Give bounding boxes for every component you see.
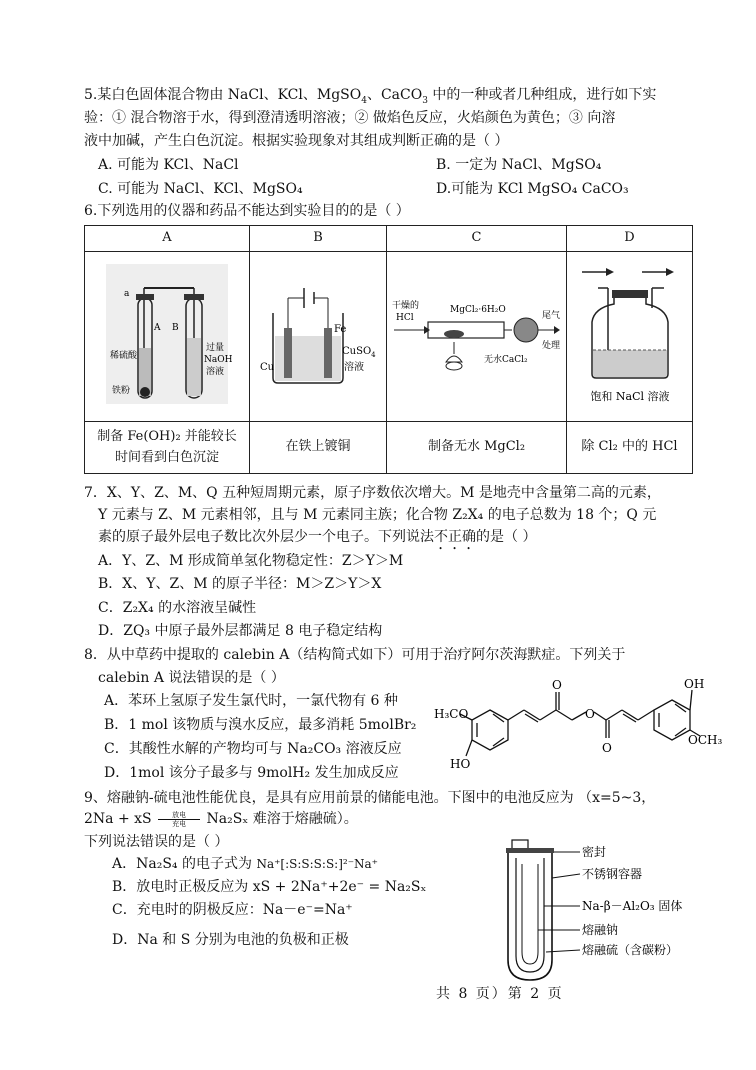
apparatus-a-diagram: [102, 258, 232, 408]
q9-option-d: D．Na 和 S 分别为电池的负极和正极: [112, 932, 349, 948]
q9-option-b: B．放电时正极反应为 xS + 2Na⁺+2e⁻ = Na₂Sₓ: [112, 879, 427, 895]
q5-line2: 验：① 混合物溶于水，得到澄清透明溶液；② 做焰色反应，火焰颜色为黄色；③ 向溶: [84, 110, 616, 126]
table-header-d: D: [567, 226, 693, 252]
label-oh: OH: [684, 677, 705, 691]
label-sat-nacl: 饱和 NaCl 溶液: [589, 390, 670, 404]
label-beta-alumina: Na-β－Al₂O₃ 固体: [582, 899, 683, 913]
apparatus-d-cell: [567, 252, 693, 422]
page-footer: 共 8 页）第 2 页: [436, 986, 564, 1002]
q8-option-d: D．1mol 该分子最多与 9molH₂ 发生加成反应: [104, 765, 399, 781]
label-acid: 稀硫酸: [110, 351, 138, 362]
apparatus-c-diagram: [388, 258, 566, 408]
label-naoh-1: 过量: [206, 343, 225, 354]
label-ester-o: O: [585, 707, 595, 721]
q7-option-c: C．Z₂X₄ 的水溶液呈碱性: [98, 600, 257, 616]
label-cacl2: 无水CaCl₂: [483, 355, 528, 366]
label-steel-container: 不锈钢容器: [582, 867, 643, 881]
label-seal: 密封: [582, 845, 607, 859]
q5-line3: 液中加碱，产生白色沉淀。根据实验现象对其组成判断正确的是（ ）: [84, 133, 509, 149]
label-molten-s: 熔融硫（含碳粉）: [582, 943, 679, 957]
q6-stem: 6.下列选用的仪器和药品不能达到实验目的的是（ ）: [84, 203, 410, 219]
q7-line1: 7．X、Y、Z、M、Q 五种短周期元素，原子序数依次增大。M 是地壳中含量第二高的元素，: [84, 485, 661, 501]
q5-line1: 5.某白色固体混合物由 NaCl、KCl、MgSO$_4$、CaCO$_3$ 中的一种或者几种组成，进行如下实: [84, 87, 657, 106]
label-tail-1: 尾气: [541, 311, 560, 322]
label-cuso4: CuSO$_4$: [342, 346, 376, 360]
label-iron: 铁粉: [112, 386, 131, 397]
q7-line2: Y 元素与 Z、M 元素相邻，且与 M 元素同主族；化合物 Z₂X₄ 的电子总数为 18 个；Q 元: [98, 507, 657, 523]
label-carbonyl-o: O: [552, 678, 562, 692]
apparatus-d-diagram: [568, 258, 692, 408]
label-fe: Fe: [334, 324, 347, 336]
label-tube-a: A: [154, 323, 161, 334]
q8-line2: calebin A 说法错误的是（ ）: [98, 670, 285, 686]
label-a: a: [124, 289, 130, 300]
q8-option-a: A．苯环上氢原子发生氯代时，一氯代物有 6 种: [104, 693, 398, 709]
label-molten-na: 熔融钠: [582, 923, 619, 937]
apparatus-b-cell: [250, 252, 387, 422]
na-s-battery-diagram: [498, 834, 698, 984]
q5-option-a: A. 可能为 KCl、NaCl: [98, 157, 239, 173]
q5-option-c: C. 可能为 NaCl、KCl、MgSO₄: [98, 181, 303, 197]
label-h3co: H₃CO: [434, 707, 469, 721]
label-ester-carbonyl-o: O: [602, 741, 612, 755]
q9-equation: 2Na + xS 放电 充电 Na₂Sₓ 难溶于熔融硫）。: [84, 810, 358, 828]
q7-option-a: A．Y、Z、M 形成简单氢化物稳定性：Z＞Y＞M: [98, 553, 404, 569]
label-mgcl2-6h2o: MgCl₂·6H₂O: [449, 305, 506, 316]
q5-option-d: D.可能为 KCl MgSO₄ CaCO₃: [436, 181, 629, 197]
q7-option-b: B．X、Y、Z、M 的原子半径：M＞Z＞Y＞X: [98, 576, 382, 592]
q8-option-b: B．1 mol 该物质与溴水反应，最多消耗 5molBr₂: [104, 717, 417, 733]
label-tube-b: B: [172, 323, 179, 334]
q9-stem: 下列说法错误的是（ ）: [84, 834, 229, 850]
q8-line1: 8．从中草药中提取的 calebin A（结构简式如下）可用于治疗阿尔茨海默症。下列关于: [84, 647, 626, 663]
apparatus-a-cell: [85, 252, 250, 422]
q5-option-b: B. 一定为 NaCl、MgSO₄: [436, 157, 602, 173]
q7-option-d: D．ZQ₃ 中原子最外层都满足 8 电子稳定结构: [98, 623, 383, 639]
label-naoh-3: 溶液: [206, 367, 225, 378]
table-header-c: C: [387, 226, 567, 252]
caption-a: 制备 Fe(OH)₂ 并能较长 时间看到白色沉淀: [85, 422, 250, 474]
apparatus-c-cell: [387, 252, 567, 422]
label-ho: HO: [450, 757, 471, 771]
label-hcl-2: HCl: [395, 313, 414, 324]
label-naoh-2: NaOH: [204, 355, 232, 366]
q9-option-a: A．Na₂S₄ 的电子式为 Na⁺[:S:S:S:S:]²⁻Na⁺: [112, 856, 379, 872]
table-header-a: A: [85, 226, 250, 252]
label-tail-2: 处理: [541, 341, 560, 352]
q9-line1: 9、熔融钠-硫电池性能优良，是具有应用前景的储能电池。下图中的电池反应为 （x=5~3，: [84, 790, 656, 806]
table-header-b: B: [250, 226, 387, 252]
caption-c: 制备无水 MgCl₂: [387, 422, 567, 474]
calebin-a-structure: [430, 676, 726, 780]
caption-d: 除 Cl₂ 中的 HCl: [567, 422, 693, 474]
label-solution: 溶液: [344, 362, 364, 374]
caption-b: 在铁上镀铜: [250, 422, 387, 474]
label-cu: Cu: [260, 362, 275, 374]
label-och3: OCH₃: [688, 733, 723, 747]
label-hcl-1: 干燥的: [391, 301, 419, 312]
apparatus-b-diagram: [258, 258, 378, 408]
q9-option-c: C．充电时的阴极反应：Na－e⁻=Na⁺: [112, 902, 353, 918]
q7-line3: 素的原子最外层电子数比次外层少一个电子。下列说法不正确的是（ ）: [98, 529, 537, 545]
experiment-table: [84, 225, 693, 474]
q8-option-c: C．其酸性水解的产物均可与 Na₂CO₃ 溶液反应: [104, 741, 402, 757]
